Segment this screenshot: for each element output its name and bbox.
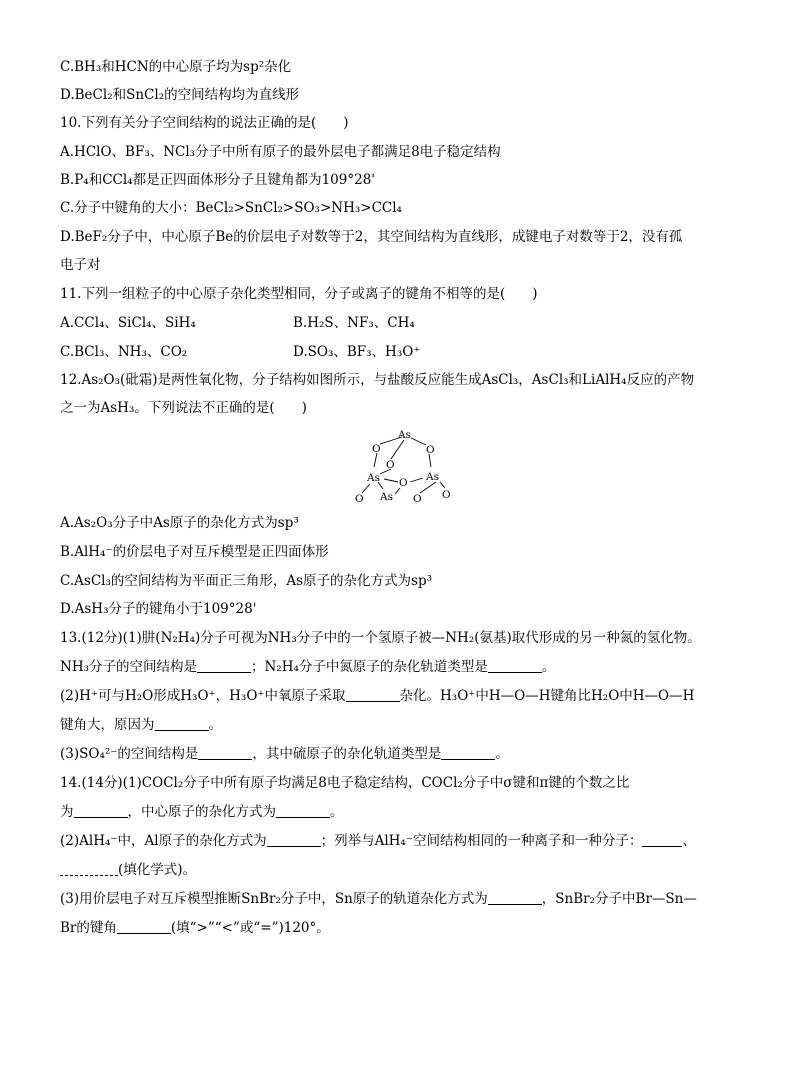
question-11-stem: 11.下列一组粒子的中心原子杂化类型相同，分子或离子的键角不相等的是( ) [60, 286, 538, 302]
atom-as-left: As [367, 472, 380, 484]
option-9d: D.BeCl₂和SnCl₂的空间结构均为直线形 [60, 87, 300, 103]
question-14-part3-continued [60, 919, 330, 937]
question-14-part2 [60, 832, 696, 850]
option-10a: A.HClO、BF₃、NCl₃分子中所有原子的最外层电子都满足8电子稳定结构 [60, 144, 501, 160]
q14-2-text-c: 、 [682, 833, 696, 849]
answer-blank[interactable] [74, 803, 128, 818]
question-13-part1-blanks [60, 658, 555, 676]
q13-2-text-c: 键角大，原因为 [60, 717, 155, 733]
answer-blank[interactable] [488, 890, 542, 905]
atom-o-center: O [386, 459, 395, 471]
option-9c: C.BH₃和HCN的中心原子均为sp²杂化 [60, 59, 292, 75]
q14-3-text-d: (填“>”“<”或“=”)120°。 [170, 920, 330, 936]
answer-blank[interactable] [155, 716, 209, 731]
q14-2-text-d: (填化学式)。 [118, 862, 197, 878]
q13-text-c: 。 [541, 659, 556, 675]
q13-2-text-b: 杂化。H₃O⁺中H—O—H键角比H₂O中H—O—H [399, 688, 695, 704]
option-10d-continued: 电子对 [60, 257, 101, 273]
option-11a: A.CCl₄、SiCl₄、SiH₄ [60, 315, 196, 331]
question-14-part1: 14.(14分)(1)COCl₂分子中所有原子均满足8电子稳定结构，COCl₂分子中σ键和π键的个数之比 [60, 775, 630, 791]
option-11b: B.H₂S、NF₃、CH₄ [293, 315, 415, 331]
q13-text-a: NH₃分子的空间结构是 [60, 659, 197, 675]
answer-blank[interactable] [642, 832, 682, 847]
answer-blank[interactable] [117, 919, 171, 934]
question-12-stem-continued: 之一为AsH₃。下列说法不正确的是( ) [60, 400, 307, 416]
question-13-part2 [60, 687, 694, 705]
question-12-stem: 12.As₂O₃(砒霜)是两性氧化物，分子结构如图所示，与盐酸反应能生成AsCl₃，AsCl₃和LiAlH₄反应的产物 [60, 372, 695, 388]
q14-2-text-a: (2)AlH₄⁻中，Al原子的杂化方式为 [60, 833, 267, 849]
q14-text-a: 为 [60, 804, 74, 820]
atom-o-bottom-mid: O [413, 493, 422, 505]
option-12a: A.As₂O₃分子中As原子的杂化方式为sp³ [60, 515, 299, 531]
q14-text-b: ，中心原子的杂化方式为 [127, 804, 276, 820]
atom-as-top: As [398, 429, 411, 441]
q14-text-c: 。 [330, 804, 344, 820]
q14-2-text-b: ；列举与AlH₄⁻空间结构相同的一种离子和一种分子： [320, 833, 643, 849]
answer-blank[interactable] [60, 861, 118, 876]
question-13-part3 [60, 745, 509, 763]
option-12b: B.AlH₄⁻的价层电子对互斥模型是正四面体形 [60, 544, 329, 560]
atom-o-bottom-right: O [442, 489, 451, 501]
q13-3-text-c: 。 [495, 746, 509, 762]
option-11d: D.SO₃、BF₃、H₃O⁺ [293, 344, 421, 360]
q14-3-text-a: (3)用价层电子对互斥模型推断SnBr₂分子中，Sn原子的轨道杂化方式为 [60, 891, 488, 907]
answer-blank[interactable] [198, 745, 252, 760]
atom-as-bottom: As [380, 491, 393, 503]
q13-3-text-a: (3)SO₄²⁻的空间结构是 [60, 746, 199, 762]
question-13-part1: 13.(12分)(1)肼(N₂H₄)分子可视为NH₃分子中的一个氢原子被—NH₂(氨基)取代形成的另一种氮的氢化物。 [60, 630, 701, 646]
answer-blank[interactable] [346, 687, 400, 702]
option-10b: B.P₄和CCl₄都是正四面体形分子且键角都为109°28' [60, 172, 376, 188]
answer-blank[interactable] [488, 658, 542, 673]
answer-blank[interactable] [267, 832, 321, 847]
q13-3-text-b: ，其中硫原子的杂化轨道类型是 [252, 746, 442, 762]
q13-text-b: ；N₂H₄分子中氮原子的杂化轨道类型是 [251, 659, 488, 675]
question-10-stem: 10.下列有关分子空间结构的说法正确的是( ) [60, 115, 349, 131]
option-12c: C.AsCl₃的空间结构为平面正三角形，As原子的杂化方式为sp³ [60, 573, 433, 589]
question-14-part2-continued [60, 861, 196, 879]
atom-as-right: As [426, 471, 439, 483]
answer-blank[interactable] [441, 745, 495, 760]
question-14-part3 [60, 890, 697, 908]
question-13-part2-continued [60, 716, 222, 734]
option-10d: D.BeF₂分子中，中心原子Be的价层电子对数等于2，其空间结构为直线形，成键电子对数等于2，没有孤 [60, 229, 683, 245]
q13-2-text-d: 。 [208, 717, 222, 733]
q14-3-text-c: Br的键角 [60, 920, 117, 936]
option-11c: C.BCl₃、NH₃、CO₂ [60, 344, 188, 360]
as2o3-molecule-diagram [340, 418, 470, 510]
atom-o-left: O [372, 443, 381, 455]
atom-o-right: O [426, 444, 435, 456]
option-10c: C.分子中键角的大小：BeCl₂>SnCl₂>SO₃>NH₃>CCl₄ [60, 200, 402, 216]
atom-o-middle: O [399, 477, 408, 489]
answer-blank[interactable] [276, 803, 330, 818]
answer-blank[interactable] [197, 658, 251, 673]
q13-2-text-a: (2)H⁺可与H₂O形成H₃O⁺，H₃O⁺中氧原子采取 [60, 688, 346, 704]
atom-o-bottom-left: O [355, 493, 364, 505]
question-14-part1-blanks [60, 803, 344, 821]
q14-3-text-b: ，SnBr₂分子中Br—Sn— [541, 891, 697, 907]
option-12d: D.AsH₃分子的键角小于109°28' [60, 601, 257, 617]
